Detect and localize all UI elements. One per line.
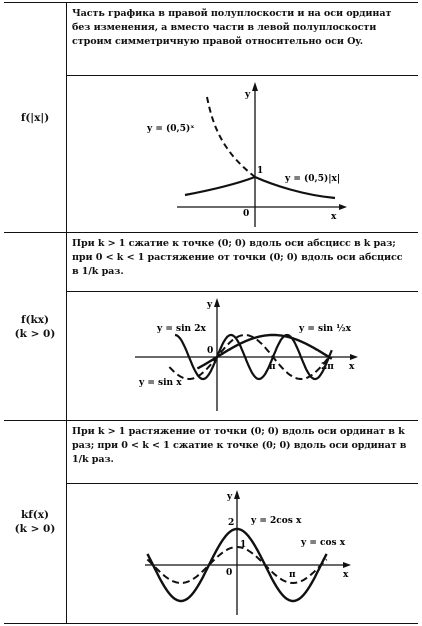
graph-k-fx: [67, 485, 418, 621]
y-axis-label: y: [245, 90, 251, 100]
tick-pi-label: π: [269, 362, 276, 372]
function-label: f(kx): [20, 313, 49, 326]
function-condition: (k > 0): [14, 523, 56, 535]
x-axis-label: x: [343, 570, 349, 580]
y-axis-arrow: [252, 82, 258, 91]
function-label-cell: [4, 233, 66, 421]
curve-half-pow-x-left: [207, 97, 255, 177]
table-row-abs: [4, 2, 418, 233]
y-axis-arrow: [234, 490, 240, 499]
label-half-pow-x: y = (0,5)ˣ: [147, 124, 195, 134]
label-half-pow-absx: y = (0,5)|x|: [285, 174, 341, 184]
function-condition: (k > 0): [14, 328, 56, 340]
table-row-kx: [4, 232, 418, 421]
curve-half-pow-absx-left: [185, 177, 255, 195]
tick-two-label: 2: [228, 518, 235, 528]
origin-label: 0: [243, 209, 250, 219]
rule-description: Часть графика в правой полуплоскости и на оси ординат без изменения, а вместо части в левой полуплоскости строим симметричную правой относительно оси Oy.: [72, 8, 392, 47]
y-axis-arrow: [214, 298, 220, 307]
function-label: kf(x): [20, 508, 49, 521]
label-sin-half-x: y = sin ½x: [299, 324, 351, 334]
tick-2pi-label: 2π: [321, 362, 334, 372]
label-sin-2x: y = sin 2x: [157, 324, 206, 334]
x-axis-arrow: [343, 562, 351, 568]
function-label-cell: [4, 3, 66, 233]
label-cos-x: y = cos x: [301, 538, 346, 548]
origin-label: 0: [207, 346, 214, 356]
graph-kx: [67, 293, 418, 419]
x-axis-label: x: [349, 362, 355, 372]
tick-pi-label: π: [289, 570, 296, 580]
y-axis-label: y: [227, 492, 233, 502]
function-label-cell: [4, 421, 66, 623]
label-sin-x: y = sin x: [139, 378, 182, 388]
origin-label: 0: [226, 568, 233, 578]
x-axis-arrow: [350, 354, 358, 360]
table-row-k-fx: [4, 420, 418, 624]
function-transformations-table: [4, 2, 418, 624]
rule-description: При k > 1 растяжение от точки (0; 0) вдоль оси ординат в k раз; при 0 < k < 1 сжатие к точке (0; 0) вдоль оси ординат в 1/k раз.: [72, 426, 407, 465]
y-axis-label: y: [207, 300, 213, 310]
rule-description: При k > 1 сжатие к точке (0; 0) вдоль оси абсцисс в k раз; при 0 < k < 1 растяжение от точки (0; 0) вдоль оси абсцисс в 1/k раз.: [72, 238, 403, 277]
x-axis-label: x: [331, 212, 337, 222]
graph-abs: [67, 77, 418, 231]
label-2cos-x: y = 2cos x: [251, 516, 302, 526]
tick-one-label: 1: [240, 540, 247, 550]
x-axis-arrow: [339, 204, 347, 210]
function-label: f(|x|): [20, 111, 50, 124]
tick-one-label: 1: [257, 166, 264, 176]
